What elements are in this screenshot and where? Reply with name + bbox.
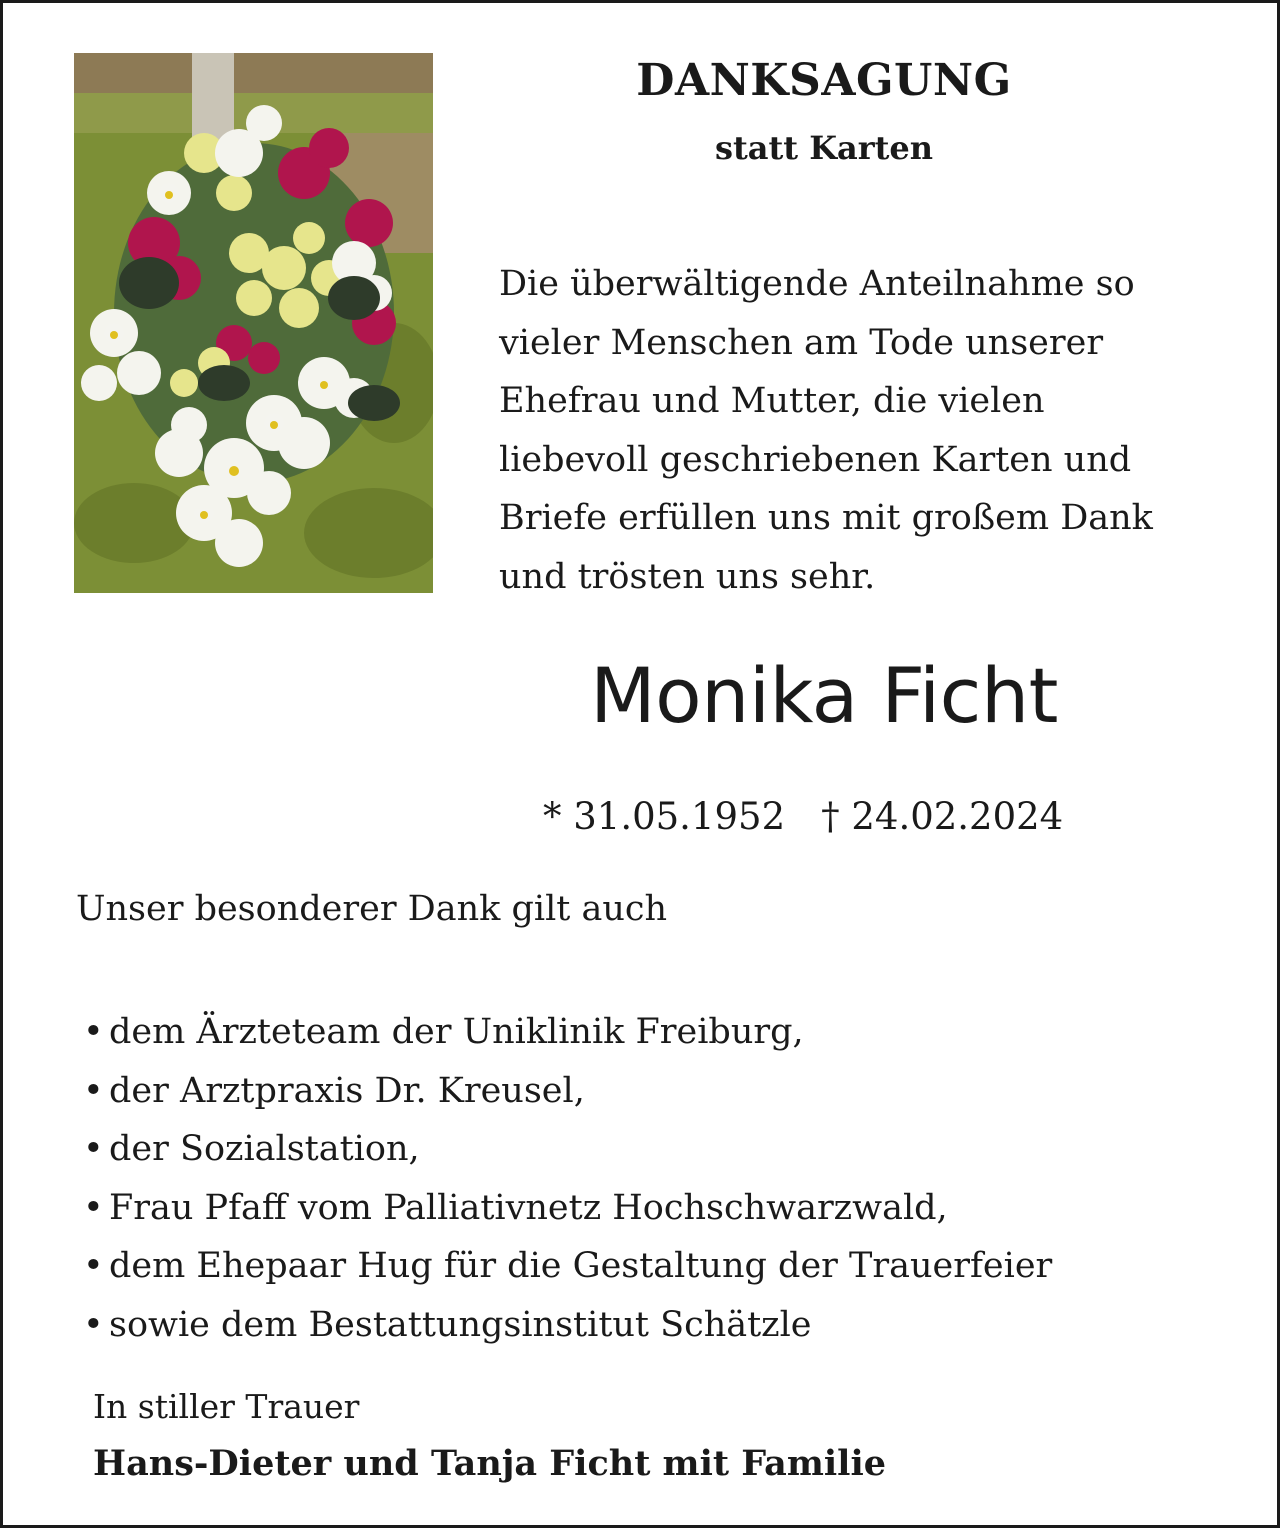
list-item [83,1179,1052,1238]
list-item-text: dem Ehepaar Hug für die Gestaltung der Trauerfeier [109,1246,1053,1286]
notice-subtitle: statt Karten [714,129,934,167]
bullet-icon: • [83,1304,104,1345]
bullet-icon: • [83,1070,104,1111]
deceased-name: Monika Ficht [590,651,1058,740]
flower-photo-illustration [74,53,433,593]
list-item-text: sowie dem Bestattungsinstitut Schätzle [109,1304,812,1345]
list-item-text: dem Ärzteteam der Uniklinik Freiburg, [109,1012,804,1052]
mourning-line: In stiller Trauer [93,1387,360,1426]
bullet-icon: • [83,1012,104,1052]
list-item [83,1003,1052,1062]
life-dates [543,795,1143,838]
intro-line: und trösten uns sehr. [499,556,876,597]
family-signature: Hans-Dieter und Tanja Ficht mit Familie [93,1443,887,1484]
intro-line: Die überwältigende Anteilnahme so [499,264,1135,304]
bullet-icon: • [83,1187,104,1228]
list-item [83,1296,1052,1355]
bullet-icon: • [83,1129,104,1169]
list-item [83,1237,1052,1296]
intro-line: Briefe erfüllen uns mit großem Dank [499,498,1153,538]
thanks-list [83,1003,1052,1354]
list-item-text: Frau Pfaff vom Palliativnetz Hochschwarzwald, [109,1187,948,1228]
list-item [83,1120,1052,1179]
birth-date: * 31.05.1952 [543,795,786,838]
thanks-lead: Unser besonderer Dank gilt auch [76,889,668,929]
flower-arrangement-photo [74,53,433,593]
intro-line: vieler Menschen am Tode unserer [499,322,1104,363]
death-date: † 24.02.2024 [821,795,1064,838]
intro-line: liebevoll geschriebenen Karten und [499,439,1132,480]
list-item [83,1062,1052,1121]
notice-title: DANKSAGUNG [636,55,1012,106]
list-item-text: der Arztpraxis Dr. Kreusel, [109,1070,585,1111]
intro-paragraph [499,255,1199,606]
bullet-icon: • [83,1246,104,1286]
list-item-text: der Sozialstation, [109,1129,420,1169]
intro-line: Ehefrau und Mutter, die vielen [499,381,1045,421]
